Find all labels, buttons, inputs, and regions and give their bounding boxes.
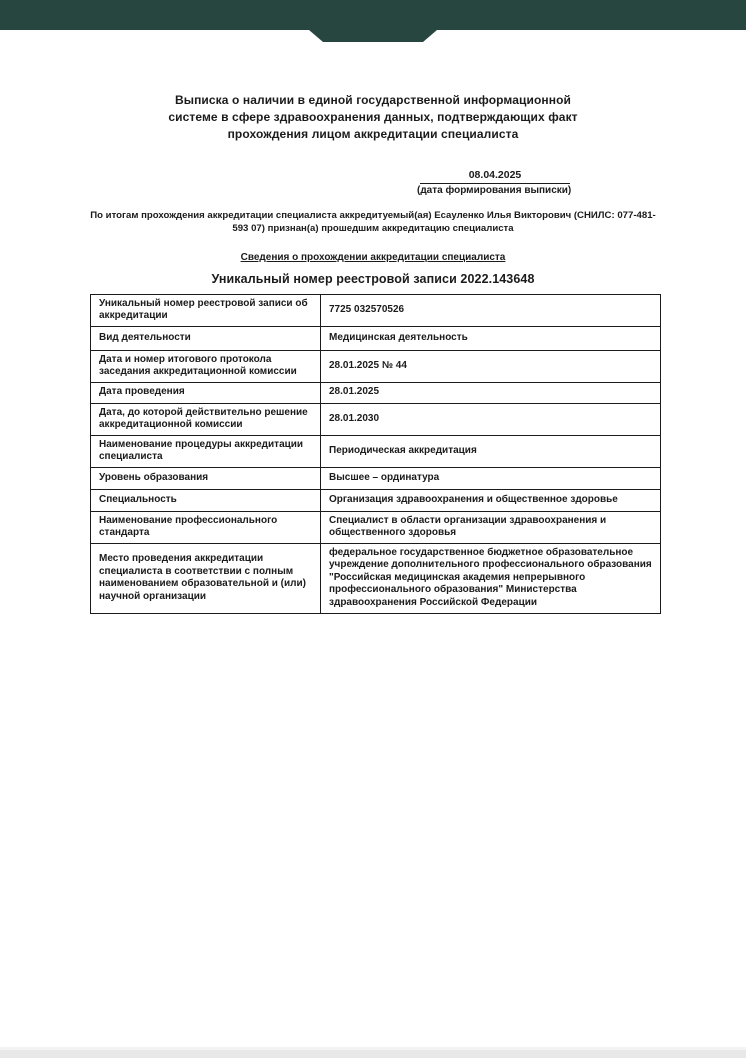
accreditation-details-table xyxy=(90,294,661,614)
section-heading: Сведения о прохождении аккредитации специалиста xyxy=(240,251,506,263)
field-value-cell: Организация здравоохранения и общественное здоровье xyxy=(321,489,661,511)
field-value-cell: 28.01.2030 xyxy=(321,403,661,435)
field-value-cell: Высшее – ординатура xyxy=(321,467,661,489)
field-label-cell: Наименование процедуры аккредитации специалиста xyxy=(91,435,321,467)
table-row xyxy=(91,294,661,326)
table-row xyxy=(91,489,661,511)
field-label-cell: Наименование профессионального стандарта xyxy=(91,511,321,543)
accreditation-summary xyxy=(0,209,746,235)
home-bar xyxy=(0,1050,746,1058)
extract-date-value: 08.04.2025 xyxy=(420,168,570,184)
field-label-cell: Специальность xyxy=(91,489,321,511)
accreditation-summary-line: 593 07) признан(а) прошедшим аккредитацию специалиста xyxy=(232,222,514,234)
record-number-heading: Уникальный номер реестровой записи 2022.143648 xyxy=(211,271,535,286)
field-value-cell: Специалист в области организации здравоохранения и общественного здоровья xyxy=(321,511,661,543)
document-title-line: Выписка о наличии в единой государственной информационной xyxy=(174,93,572,107)
table-row xyxy=(91,350,661,382)
document-title-line: прохождения лицом аккредитации специалиста xyxy=(227,126,519,141)
field-value-cell: 7725 032570526 xyxy=(321,294,661,326)
table-row xyxy=(91,511,661,543)
field-label-cell: Дата, до которой действительно решение аккредитационной комиссии xyxy=(91,403,321,435)
extract-date-block xyxy=(417,168,572,198)
field-value-cell: Периодическая аккредитация xyxy=(321,435,661,467)
field-label-cell: Дата проведения xyxy=(91,382,321,403)
table-row xyxy=(91,326,661,350)
table-row xyxy=(91,403,661,435)
status-bar xyxy=(0,0,746,30)
field-value-cell: 28.01.2025 № 44 xyxy=(321,350,661,382)
field-label-cell: Уникальный номер реестровой записи об аккредитации xyxy=(91,294,321,326)
document-title-line: системе в сфере здравоохранения данных, подтверждающих факт xyxy=(168,109,578,124)
accreditation-summary-line: По итогам прохождения аккредитации специалиста аккредитуемый(ая) Есауленко Илья Викторович (СНИЛС: 077-481- xyxy=(90,209,656,221)
table-row xyxy=(91,467,661,489)
field-label-cell: Место проведения аккредитации специалиста в соответствии с полным наименованием образовательной и (или) научной организации xyxy=(91,543,321,613)
field-value-cell: Медицинская деятельность xyxy=(321,326,661,350)
field-label-cell: Дата и номер итогового протокола заседания аккредитационной комиссии xyxy=(91,350,321,382)
document-page xyxy=(0,30,746,614)
extract-date-caption: (дата формирования выписки) xyxy=(417,184,572,196)
field-value-cell: федеральное государственное бюджетное образовательное учреждение дополнительного профессионального образования "Российская медицинская академия непрерывного профессионального образования" Министерства здравоохранения Российской Федерации xyxy=(321,543,661,613)
table-row xyxy=(91,543,661,613)
document-title xyxy=(0,92,746,143)
field-value-cell: 28.01.2025 xyxy=(321,382,661,403)
field-label-cell: Вид деятельности xyxy=(91,326,321,350)
table-row xyxy=(91,382,661,403)
field-label-cell: Уровень образования xyxy=(91,467,321,489)
table-row xyxy=(91,435,661,467)
